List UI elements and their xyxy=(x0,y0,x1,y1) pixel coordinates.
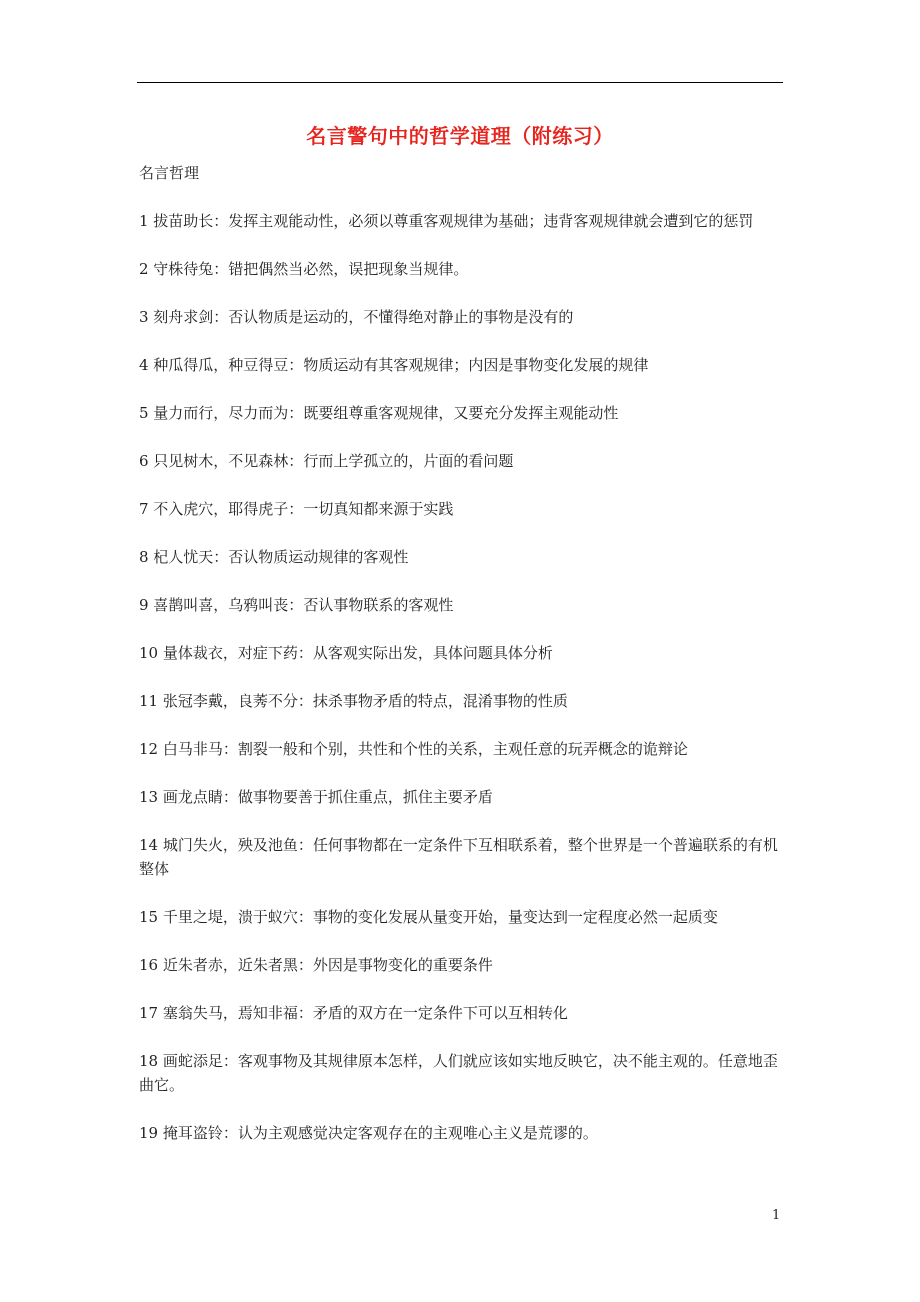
list-item: 11 张冠李戴，良莠不分：抹杀事物矛盾的特点，混淆事物的性质 xyxy=(139,692,568,710)
list-item: 12 白马非马：割裂一般和个别，共性和个性的关系，主观任意的玩弄概念的诡辩论 xyxy=(139,740,688,758)
list-item: 17 塞翁失马，焉知非福：矛盾的双方在一定条件下可以互相转化 xyxy=(139,1004,568,1022)
list-item: 5 量力而行，尽力而为：既要组尊重客观规律，又要充分发挥主观能动性 xyxy=(139,404,619,422)
list-item: 9 喜鹊叫喜，乌鸦叫丧：否认事物联系的客观性 xyxy=(139,596,454,614)
document-title: 名言警句中的哲学道理（附练习） xyxy=(306,124,614,148)
list-item: 8 杞人忧天：否认物质运动规律的客观性 xyxy=(139,548,409,566)
list-item: 1 拔苗助长：发挥主观能动性，必须以尊重客观规律为基础；违背客观规律就会遭到它的惩罚 xyxy=(139,212,754,230)
list-item: 15 千里之堤，溃于蚁穴：事物的变化发展从量变开始，量变达到一定程度必然一起质变 xyxy=(139,908,718,926)
section-heading: 名言哲理 xyxy=(139,164,200,182)
list-item: 2 守株待兔：错把偶然当必然，误把现象当规律。 xyxy=(139,260,469,278)
list-item: 14 城门失火，殃及池鱼：任何事物都在一定条件下互相联系着，整个世界是一个普遍联系的有机整体 xyxy=(139,836,778,878)
proverb-list xyxy=(139,209,783,1169)
page-number: 1 xyxy=(772,1208,781,1223)
list-item: 16 近朱者赤，近朱者黑：外因是事物变化的重要条件 xyxy=(139,956,493,974)
list-item: 7 不入虎穴，耶得虎子：一切真知都来源于实践 xyxy=(139,500,454,518)
list-item: 19 掩耳盗铃：认为主观感觉决定客观存在的主观唯心主义是荒谬的。 xyxy=(139,1124,598,1142)
list-item: 6 只见树木，不见森林：行而上学孤立的，片面的看问题 xyxy=(139,452,514,470)
list-item: 10 量体裁衣，对症下药：从客观实际出发，具体问题具体分析 xyxy=(139,644,553,662)
list-item: 13 画龙点睛：做事物要善于抓住重点，抓住主要矛盾 xyxy=(139,788,493,806)
list-item: 3 刻舟求剑：否认物质是运动的，不懂得绝对静止的事物是没有的 xyxy=(139,308,574,326)
list-item: 4 种瓜得瓜，种豆得豆：物质运动有其客观规律；内因是事物变化发展的规律 xyxy=(139,356,649,374)
list-item: 18 画蛇添足：客观事物及其规律原本怎样，人们就应该如实地反映它，决不能主观的。任意地歪曲它。 xyxy=(139,1052,778,1094)
header-rule xyxy=(137,82,783,83)
